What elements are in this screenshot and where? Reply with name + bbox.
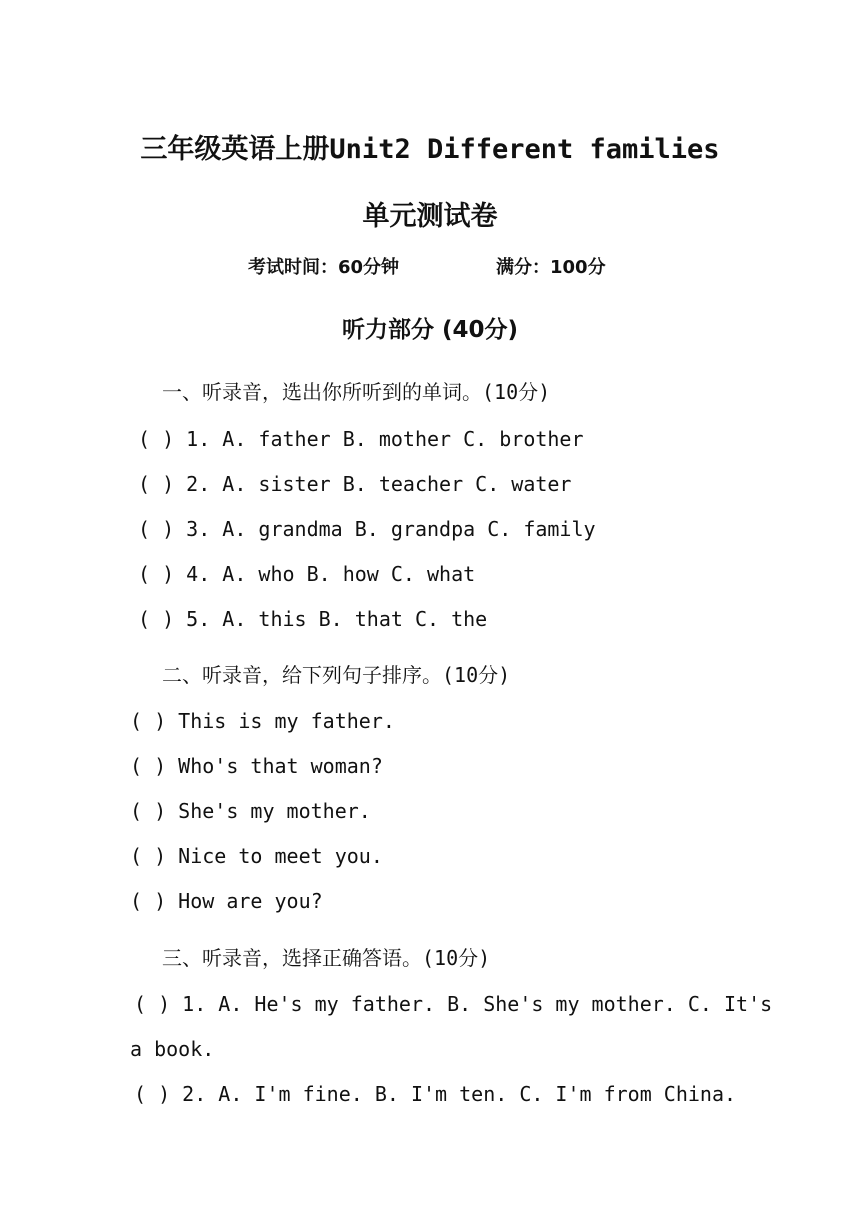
- document-title: 三年级英语上册Unit2 Different families: [140, 134, 720, 165]
- answer-item: ( ) 1. A. He's my father. B. She's my mother. C. It's: [134, 992, 773, 1016]
- sentence-item: ( ) This is my father.: [130, 709, 395, 733]
- part-title: 听力部分 (40分): [341, 317, 519, 343]
- section2-heading: 二、听录音，给下列句子排序。(10分): [162, 663, 511, 687]
- question-item: ( ) 3. A. grandma B. grandpa C. family: [138, 517, 596, 541]
- sentence-item: ( ) Nice to meet you.: [130, 844, 383, 868]
- exam-time: 考试时间：60分钟: [248, 257, 400, 278]
- sentence-item: ( ) Who's that woman?: [130, 754, 383, 778]
- question-item: ( ) 5. A. this B. that C. the: [138, 607, 488, 631]
- document-subtitle: 单元测试卷: [362, 201, 498, 232]
- answer-item: ( ) 2. A. I'm fine. B. I'm ten. C. I'm from China.: [134, 1082, 737, 1106]
- sentence-item: ( ) How are you?: [130, 889, 323, 913]
- full-score: 满分：100分: [496, 257, 606, 278]
- question-item: ( ) 4. A. who B. how C. what: [138, 562, 476, 586]
- sentence-item: ( ) She's my mother.: [130, 799, 371, 823]
- question-item: ( ) 2. A. sister B. teacher C. water: [138, 472, 572, 496]
- answer-item-continuation: a book.: [130, 1037, 215, 1061]
- section1-heading: 一、听录音，选出你所听到的单词。(10分): [162, 380, 551, 404]
- question-item: ( ) 1. A. father B. mother C. brother: [138, 427, 584, 451]
- section3-heading: 三、听录音，选择正确答语。(10分): [162, 946, 491, 970]
